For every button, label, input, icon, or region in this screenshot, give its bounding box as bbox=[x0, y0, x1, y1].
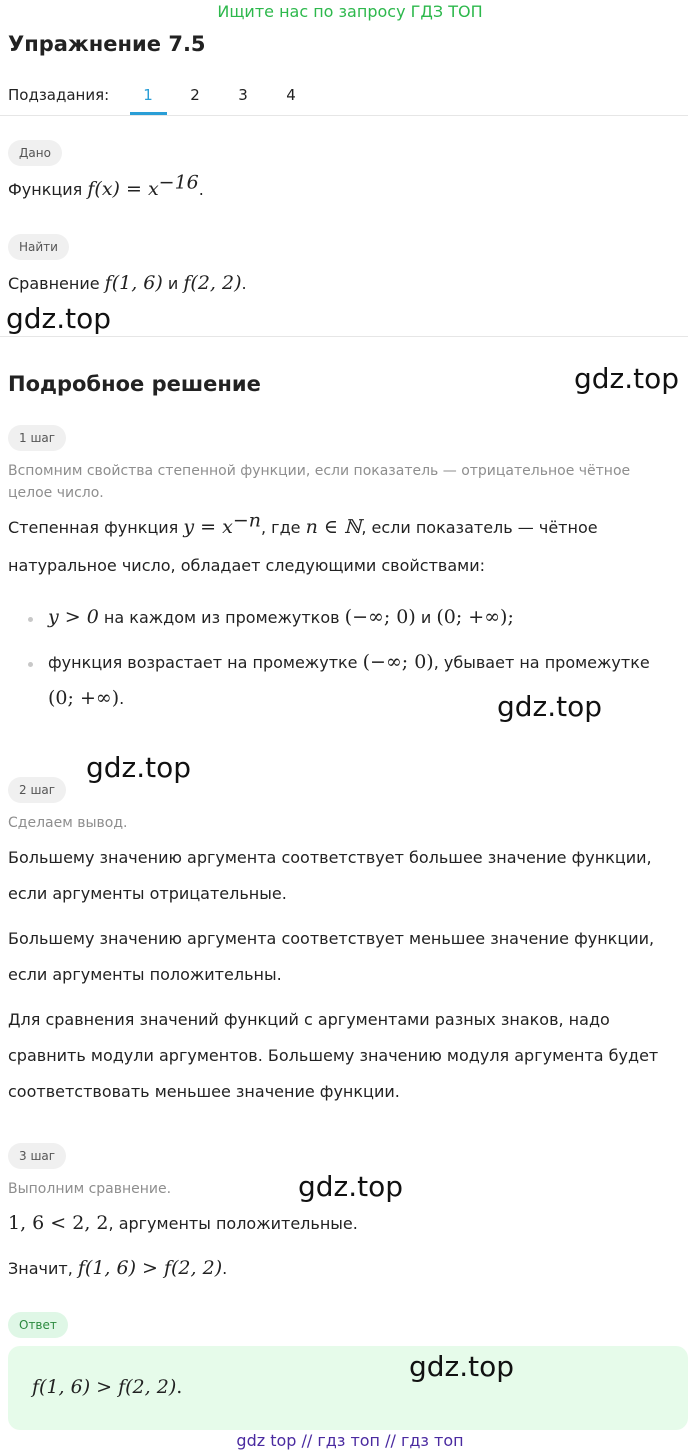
bullet1-formula: y > 0 bbox=[48, 606, 99, 628]
search-banner: Ищите нас по запросу ГДЗ ТОП bbox=[217, 2, 483, 21]
watermark-1: gdz.top bbox=[6, 302, 112, 335]
solution-heading: Подробное решение bbox=[8, 372, 261, 396]
step2-p3-line3: соответствовать меньшее значение функции. bbox=[8, 1082, 400, 1101]
bullet-dot-1 bbox=[28, 617, 33, 622]
bullet2-interval2: (0; +∞) bbox=[48, 687, 120, 709]
step1-line1-mid: , где bbox=[260, 518, 301, 537]
step3-line2 bbox=[8, 1257, 227, 1279]
step3-l1-formula: 1, 6 < 2, 2 bbox=[8, 1212, 109, 1234]
watermark-5: gdz.top bbox=[298, 1170, 404, 1203]
step1-hint-line1: Вспомним свойства степенной функции, если показатель — отрицательное чётное bbox=[8, 463, 631, 479]
watermark-3: gdz.top bbox=[497, 690, 603, 723]
page-title: Упражнение 7.5 bbox=[8, 32, 206, 56]
find-f1: f(1, 6) bbox=[104, 272, 163, 294]
watermark-4: gdz.top bbox=[86, 751, 192, 784]
bullet-dot-2 bbox=[28, 662, 33, 667]
bullet2-text: функция возрастает на промежутке bbox=[48, 653, 358, 672]
step3-l2-suffix: . bbox=[222, 1259, 228, 1278]
step2-p3-line1: Для сравнения значений функций с аргументами разных знаков, надо bbox=[8, 1010, 610, 1029]
step3-l2-prefix: Значит, bbox=[8, 1259, 73, 1278]
answer-chip: Ответ bbox=[8, 1312, 68, 1338]
step1-line1-set: n ∈ ℕ bbox=[305, 516, 362, 538]
bullet1-text: на каждом из промежутков bbox=[103, 608, 340, 627]
given-text bbox=[8, 171, 204, 200]
step1-line1-formula: y = x bbox=[183, 516, 233, 538]
step1-line1-exponent: −n bbox=[232, 509, 261, 532]
step1-line1-suffix: , если показатель — чётное bbox=[361, 518, 598, 537]
bullet1-interval2: (0; +∞); bbox=[436, 606, 514, 628]
answer-formula-line bbox=[32, 1376, 182, 1398]
step2-hint: Сделаем вывод. bbox=[8, 815, 128, 831]
tab-subtask-4[interactable]: 4 bbox=[286, 86, 296, 104]
answer-formula: f(1, 6) > f(2, 2) bbox=[32, 1376, 177, 1398]
given-exponent: −16 bbox=[158, 171, 199, 194]
find-prefix: Сравнение bbox=[8, 274, 100, 293]
bullet1-interval1: (−∞; 0) bbox=[344, 606, 416, 628]
given-formula: f(x) = x bbox=[87, 178, 159, 200]
step3-chip: 3 шаг bbox=[8, 1143, 66, 1169]
step1-line1 bbox=[8, 509, 598, 538]
given-suffix: . bbox=[198, 180, 204, 199]
step1-chip: 1 шаг bbox=[8, 425, 66, 451]
step3-hint: Выполним сравнение. bbox=[8, 1181, 172, 1197]
step2-chip: 2 шаг bbox=[8, 777, 66, 803]
given-prefix: Функция bbox=[8, 180, 83, 199]
step3-l2-formula: f(1, 6) > f(2, 2) bbox=[77, 1257, 223, 1279]
watermark-6: gdz.top bbox=[409, 1350, 515, 1383]
section-divider bbox=[0, 336, 688, 337]
step1-bullet2-line2 bbox=[48, 687, 124, 709]
find-mid: и bbox=[167, 274, 179, 293]
step3-line1 bbox=[8, 1212, 358, 1234]
footer-links[interactable]: gdz top // гдз топ // гдз топ bbox=[236, 1431, 464, 1450]
step1-line2: натуральное число, обладает следующими свойствами: bbox=[8, 556, 486, 575]
bullet2-text2: , убывает на промежутке bbox=[433, 653, 650, 672]
step2-p1-line2: если аргументы отрицательные. bbox=[8, 884, 287, 903]
find-chip: Найти bbox=[8, 234, 69, 260]
given-chip: Дано bbox=[8, 140, 62, 166]
bullet2-interval1: (−∞; 0) bbox=[362, 651, 434, 673]
tab-subtask-2[interactable]: 2 bbox=[190, 86, 200, 104]
step2-p2-line1: Большему значению аргумента соответствует меньшее значение функции, bbox=[8, 929, 655, 948]
find-f2: f(2, 2) bbox=[183, 272, 242, 294]
tabs-divider bbox=[0, 115, 688, 116]
bullet2-suffix: . bbox=[119, 689, 125, 708]
step2-p2-line2: если аргументы положительны. bbox=[8, 965, 282, 984]
step2-p3-line2: сравнить модули аргументов. Большему значению модуля аргумента будет bbox=[8, 1046, 659, 1065]
step1-bullet1 bbox=[48, 606, 514, 628]
tab-subtask-1[interactable]: 1 bbox=[143, 86, 153, 104]
find-text bbox=[8, 272, 247, 294]
step1-line1-prefix: Степенная функция bbox=[8, 518, 179, 537]
find-suffix: . bbox=[241, 274, 247, 293]
step2-p1-line1: Большему значению аргумента соответствует большее значение функции, bbox=[8, 848, 652, 867]
watermark-2: gdz.top bbox=[574, 362, 680, 395]
subtasks-label: Подзадания: bbox=[8, 86, 110, 104]
step1-hint-line2: целое число. bbox=[8, 485, 104, 501]
bullet1-and: и bbox=[420, 608, 432, 627]
step1-bullet2-line1 bbox=[48, 651, 650, 673]
answer-suffix: . bbox=[176, 1376, 183, 1398]
tab-subtask-3[interactable]: 3 bbox=[238, 86, 248, 104]
step3-l1-text: , аргументы положительные. bbox=[108, 1214, 358, 1233]
